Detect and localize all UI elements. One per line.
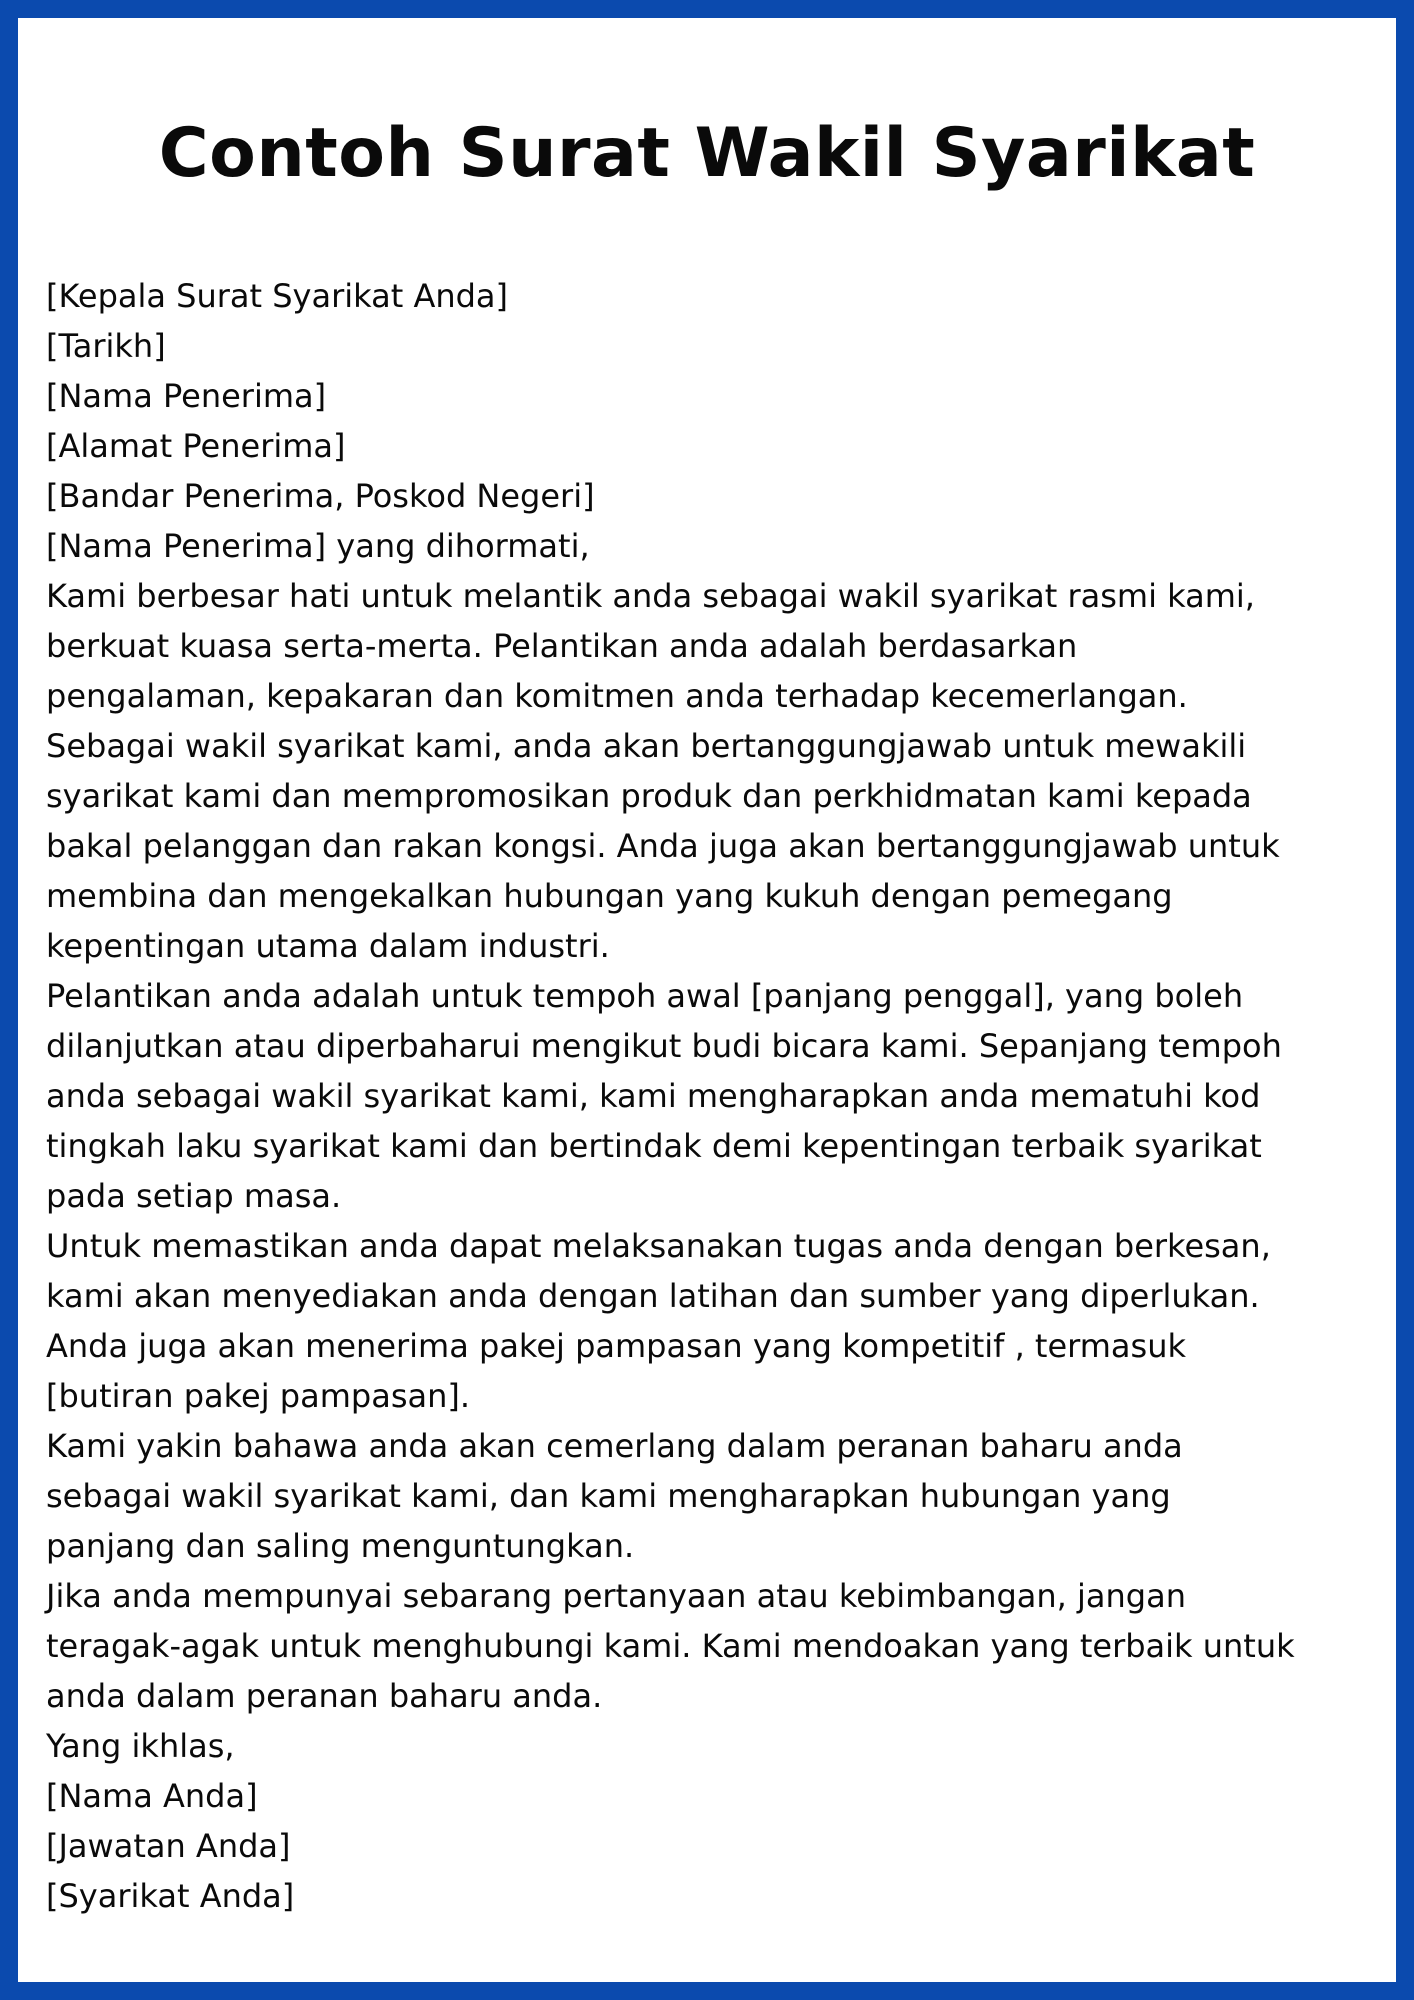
letter-line: syarikat kami dan mempromosikan produk dan perkhidmatan kami kepada: [46, 777, 1252, 815]
letter-line: bakal pelanggan dan rakan kongsi. Anda juga akan bertanggungjawab untuk: [46, 827, 1280, 865]
letter-line: kami akan menyediakan anda dengan latihan dan sumber yang diperlukan.: [46, 1277, 1260, 1315]
letter-line: Kami yakin bahawa anda akan cemerlang dalam peranan baharu anda: [46, 1427, 1183, 1465]
letter-line: panjang dan saling menguntungkan.: [46, 1527, 635, 1565]
letter-line: Yang ikhlas,: [46, 1727, 235, 1765]
letter-line: [Bandar Penerima, Poskod Negeri]: [46, 477, 595, 515]
letter-line: [Nama Penerima] yang dihormati,: [46, 527, 590, 565]
letter-line: anda dalam peranan baharu anda.: [46, 1677, 603, 1715]
letter-line: dilanjutkan atau diperbaharui mengikut budi bicara kami. Sepanjang tempoh: [46, 1027, 1282, 1065]
letter-line: Kami berbesar hati untuk melantik anda sebagai wakil syarikat rasmi kami,: [46, 577, 1255, 615]
letter-line: [butiran pakej pampasan].: [46, 1377, 471, 1415]
letter-line: Pelantikan anda adalah untuk tempoh awal [panjang penggal], yang boleh: [46, 977, 1244, 1015]
letter-line: pengalaman, kepakaran dan komitmen anda terhadap kecemerlangan.: [46, 677, 1188, 715]
letter-line: [Nama Penerima]: [46, 377, 327, 415]
letter-body: [46, 271, 1386, 1921]
letter-line: Anda juga akan menerima pakej pampasan yang kompetitif , termasuk: [46, 1327, 1187, 1365]
letter-line: pada setiap masa.: [46, 1177, 342, 1215]
letter-line: Sebagai wakil syarikat kami, anda akan bertanggungjawab untuk mewakili: [46, 727, 1247, 765]
letter-line: Untuk memastikan anda dapat melaksanakan tugas anda dengan berkesan,: [46, 1227, 1271, 1265]
letter-line: [Tarikh]: [46, 327, 166, 365]
letter-line: sebagai wakil syarikat kami, dan kami mengharapkan hubungan yang: [46, 1477, 1171, 1515]
letter-line: tingkah laku syarikat kami dan bertindak demi kepentingan terbaik syarikat: [46, 1127, 1262, 1165]
letter-line: [Jawatan Anda]: [46, 1827, 291, 1865]
letter-line: membina dan mengekalkan hubungan yang kukuh dengan pemegang: [46, 877, 1173, 915]
letter-line: berkuat kuasa serta-merta. Pelantikan anda adalah berdasarkan: [46, 627, 1078, 665]
letter-line: Jika anda mempunyai sebarang pertanyaan atau kebimbangan, jangan: [46, 1577, 1186, 1615]
letter-line: [Nama Anda]: [46, 1777, 258, 1815]
page-title: Contoh Surat Wakil Syarikat: [158, 114, 1256, 193]
letter-line: teragak-agak untuk menghubungi kami. Kami mendoakan yang terbaik untuk: [46, 1627, 1295, 1665]
letter-line: [Syarikat Anda]: [46, 1877, 295, 1915]
letter-line: kepentingan utama dalam industri.: [46, 927, 610, 965]
letter-line: anda sebagai wakil syarikat kami, kami mengharapkan anda mematuhi kod: [46, 1077, 1261, 1115]
letter-line: [Kepala Surat Syarikat Anda]: [46, 277, 509, 315]
letter-line: [Alamat Penerima]: [46, 427, 346, 465]
